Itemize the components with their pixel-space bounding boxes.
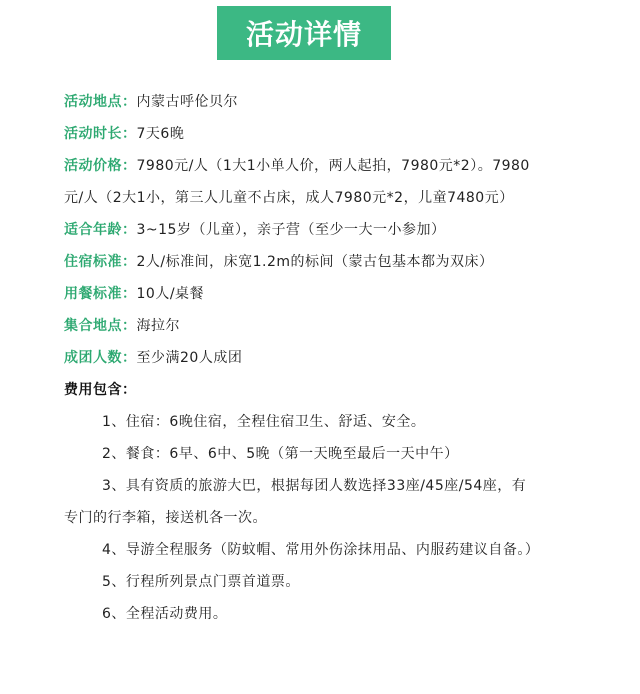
detail-value: 至少满20人成团 (136, 350, 243, 366)
detail-label: 集合地点： (64, 318, 137, 334)
detail-label: 活动时长： (64, 126, 137, 142)
detail-label: 活动地点： (64, 94, 137, 110)
include-item: 2、餐食：6早、6中、5晚（第一天晚至最后一天中午） (102, 446, 459, 462)
detail-meals (64, 278, 534, 310)
detail-meeting-point (64, 310, 534, 342)
page-title: 活动详情 (245, 18, 362, 51)
detail-label: 用餐标准： (64, 286, 137, 302)
detail-label: 住宿标准： (64, 254, 137, 270)
include-item: 4、导游全程服务（防蚊帽、常用外伤涂抹用品、内服药建议自备。） (102, 542, 540, 558)
detail-value: 10人/桌餐 (136, 286, 205, 302)
include-item: 6、全程活动费用。 (102, 606, 228, 622)
detail-value: 内蒙古呼伦贝尔 (136, 94, 238, 110)
detail-label: 适合年龄： (64, 222, 137, 238)
detail-age (64, 214, 534, 246)
detail-value: 海拉尔 (136, 318, 180, 334)
includes-heading: 费用包含： (64, 382, 137, 398)
detail-group-size (64, 342, 534, 374)
detail-duration (64, 118, 534, 150)
detail-accommodation (64, 246, 534, 278)
detail-location (64, 86, 534, 118)
detail-value: 7天6晚 (136, 126, 185, 142)
include-item: 1、住宿：6晚住宿，全程住宿卫生、舒适、安全。 (102, 414, 426, 430)
activity-details (64, 86, 540, 630)
detail-value: 2人/标准间，床宽1.2m的标间（蒙古包基本都为双床） (136, 254, 494, 270)
detail-label: 活动价格： (64, 158, 137, 174)
title-banner (217, 6, 391, 60)
detail-value: 3~15岁（儿童），亲子营（至少一大一小参加） (136, 222, 446, 238)
detail-label: 成团人数： (64, 350, 137, 366)
detail-value: 7980元/人（1大1小单人价，两人起拍，7980元*2）。7980元/人（2大1小，第三人儿童不占床，成人7980元*2，儿童7480元） (64, 158, 530, 206)
detail-price (64, 150, 534, 214)
include-item: 3、具有资质的旅游大巴，根据每团人数选择33座/45座/54座，有专门的行李箱，接送机各一次。 (64, 478, 527, 526)
include-item: 5、行程所列景点门票首道票。 (102, 574, 300, 590)
